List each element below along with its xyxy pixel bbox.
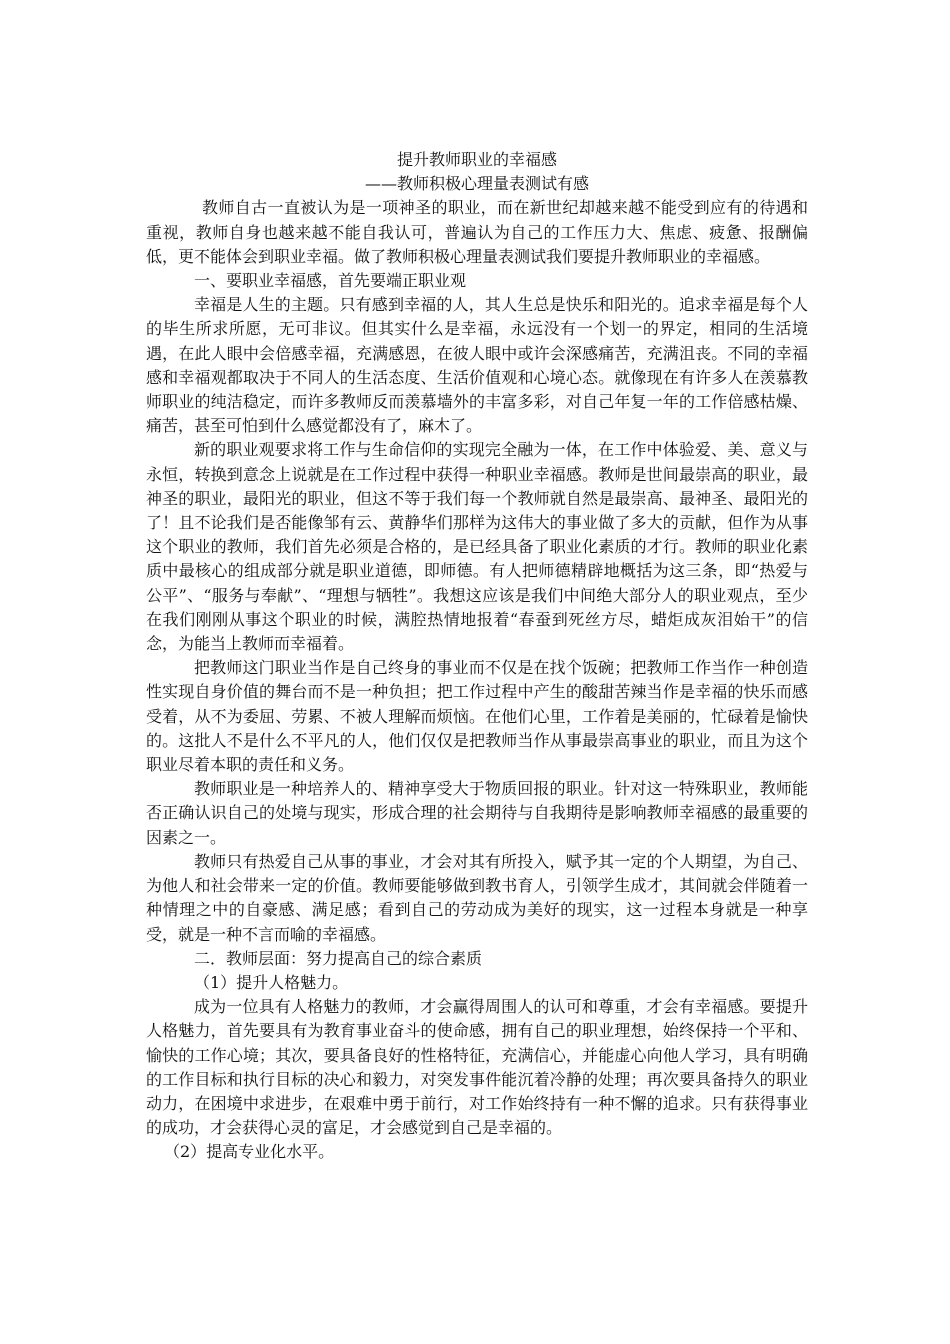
body-paragraph: 把教师这门职业当作是自己终身的事业而不仅是在找个饭碗；把教师工作当作一种创造性实现自身价值的舞台而不是一种负担；把工作过程中产生的酸甜苦辣当作是幸福的快乐而感受着，从不为委屈、劳累、不被人理解而烦恼。在他们心里，工作着是美丽的，忙碌着是愉快的。这批人不是什么不平凡的人，他们仅仅是把教师当作从事最崇高事业的职业，而且为这个职业尽着本职的责任和义务。 (146, 658, 808, 775)
sub-heading-1: （1）提升人格魅力。 (194, 972, 349, 992)
sub-heading-2: （2）提高专业化水平。 (164, 1142, 335, 1162)
document-title: 提升教师职业的幸福感 (396, 150, 557, 169)
body-paragraph: 幸福是人生的主题。只有感到幸福的人，其人生总是快乐和阳光的。追求幸福是每个人的毕生所求所愿，无可非议。但其实什么是幸福，永远没有一个划一的界定，相同的生活境遇，在此人眼中会倍感幸福，充满感恩，在彼人眼中或许会深感痛苦，充满沮丧。不同的幸福感和幸福观都取决于不同人的生活态度、生活价值观和心境心态。就像现在有许多人在羡慕教师职业的纯洁稳定，而许多教师反而羡慕墙外的丰富多彩，对自己年复一年的工作倍感枯燥、痛苦，甚至可怕到什么感觉都没有了，麻木了。 (146, 295, 808, 436)
document-subtitle: ——教师积极心理量表测试有感 (364, 174, 589, 194)
intro-paragraph: 教师自古一直被认为是一项神圣的职业，而在新世纪却越来越不能受到应有的待遇和重视，教师自身也越来越不能自我认可，普遍认为自己的工作压力大、焦虑、疲惫、报酬偏低，更不能体会到职业幸福。做了教师积极心理量表测试我们要提升教师职业的幸福感。 (146, 198, 808, 266)
body-paragraph: 教师职业是一种培养人的、精神享受大于物质回报的职业。针对这一特殊职业，教师能否正确认识自己的处境与现实，形成合理的社会期待与自我期待是影响教师幸福感的最重要的因素之一。 (146, 779, 808, 847)
body-paragraph: 教师只有热爱自己从事的事业，才会对其有所投入，赋予其一定的个人期望，为自己、为他人和社会带来一定的价值。教师要能够做到教书育人，引领学生成才，其间就会伴随着一种情理之中的自豪感、满足感；看到自己的劳动成为美好的现实，这一过程本身就是一种享受，就是一种不言而喻的幸福感。 (146, 851, 808, 944)
body-paragraph: 成为一位具有人格魅力的教师，才会赢得周围人的认可和尊重，才会有幸福感。要提升人格魅力，首先要具有为教育事业奋斗的使命感，拥有自己的职业理想，始终保持一个平和、愉快的工作心境；其次，要具备良好的性格特征，充满信心，并能虚心向他人学习，具有明确的工作目标和执行目标的决心和毅力，对突发事件能沉着冷静的处理；再次要具备持久的职业动力，在困境中求进步，在艰难中勇于前行，对工作始终持有一种不懈的追求。只有获得事业的成功，才会获得心灵的富足，才会感觉到自己是幸福的。 (146, 997, 808, 1138)
body-paragraph: 新的职业观要求将工作与生命信仰的实现完全融为一体，在工作中体验爱、美、意义与永恒，转换到意念上说就是在工作过程中获得一种职业幸福感。教师是世间最崇高的职业，最神圣的职业，最阳光的职业，但这不等于我们每一个教师就自然是最崇高、最神圣、最阳光的了！且不论我们是否能像邹有云、黄静华们那样为这伟大的事业做了多大的贡献，但作为从事这个职业的教师，我们首先必须是合格的，是已经具备了职业化素质的才行。教师的职业化素质中最核心的组成部分就是职业道德，即师德。有人把师德精辟地概括为这三条，即“热爱与公平”、“服务与奉献”、“理想与牺牲”。我想这应该是我们中间绝大部分人的职业观点，至少在我们刚刚从事这个职业的时候，满腔热情地报着“春蚕到死丝方尽，蜡炬成灰泪始干”的信念，为能当上教师而幸福着。 (146, 440, 808, 654)
document-page (146, 148, 808, 1165)
section-heading-2: 二．教师层面：努力提高自己的综合素质 (194, 948, 483, 968)
section-heading-1: 一、要职业幸福感，首先要端正职业观 (194, 271, 467, 291)
